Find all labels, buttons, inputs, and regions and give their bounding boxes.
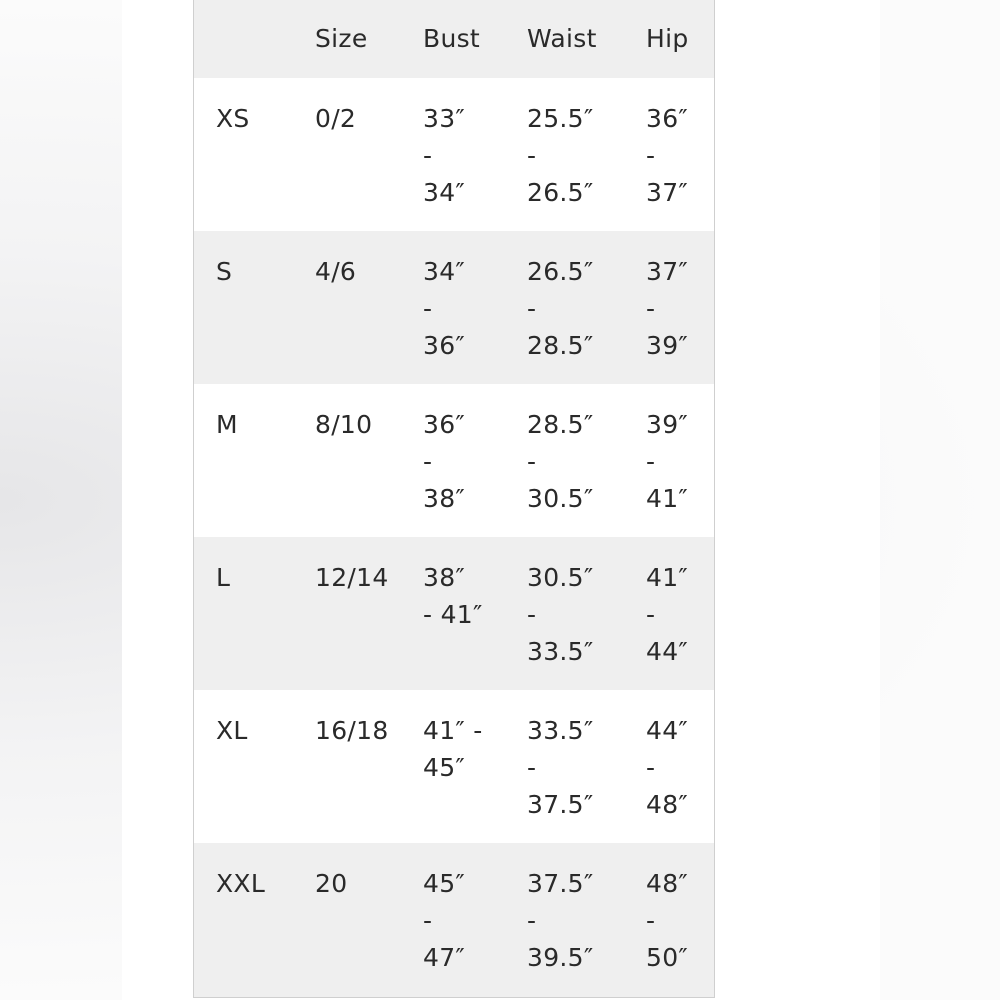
row-waist: 33.5″ - 37.5″ bbox=[527, 716, 594, 819]
row-bust: 41″ - 45″ bbox=[423, 716, 483, 782]
row-size: 0/2 bbox=[315, 104, 357, 133]
row-bust: 34″ - 36″ bbox=[423, 257, 466, 360]
row-label: XL bbox=[216, 716, 248, 745]
row-waist: 30.5″ - 33.5″ bbox=[527, 563, 594, 666]
table-row-m bbox=[194, 384, 714, 537]
row-label: XXL bbox=[216, 869, 266, 898]
row-label: M bbox=[216, 410, 238, 439]
size-chart-table bbox=[193, 0, 715, 998]
row-hip: 41″ - 44″ bbox=[646, 563, 689, 666]
header-cell-waist: Waist bbox=[527, 24, 597, 53]
row-hip: 44″ - 48″ bbox=[646, 716, 689, 819]
row-hip: 39″ - 41″ bbox=[646, 410, 689, 513]
row-bust: 45″ - 47″ bbox=[423, 869, 466, 972]
row-size: 16/18 bbox=[315, 716, 389, 745]
row-label: XS bbox=[216, 104, 250, 133]
row-waist: 26.5″ - 28.5″ bbox=[527, 257, 594, 360]
table-row-xs bbox=[194, 78, 714, 231]
row-label: L bbox=[216, 563, 231, 592]
row-bust: 33″ - 34″ bbox=[423, 104, 466, 207]
header-cell-hip: Hip bbox=[646, 24, 689, 53]
row-size: 12/14 bbox=[315, 563, 389, 592]
row-size: 20 bbox=[315, 869, 348, 898]
row-waist: 28.5″ - 30.5″ bbox=[527, 410, 594, 513]
header-cell-size: Size bbox=[315, 24, 368, 53]
row-size: 4/6 bbox=[315, 257, 357, 286]
row-size: 8/10 bbox=[315, 410, 373, 439]
table-row-xl bbox=[194, 690, 714, 843]
table-row-s bbox=[194, 231, 714, 384]
row-bust: 36″ - 38″ bbox=[423, 410, 466, 513]
row-hip: 48″ - 50″ bbox=[646, 869, 689, 972]
table-row-xxl bbox=[194, 843, 714, 997]
row-bust: 38″ - 41″ bbox=[423, 563, 483, 629]
row-hip: 36″ - 37″ bbox=[646, 104, 689, 207]
row-waist: 37.5″ - 39.5″ bbox=[527, 869, 594, 972]
table-header-row bbox=[194, 0, 714, 78]
table-row-l bbox=[194, 537, 714, 690]
row-waist: 25.5″ - 26.5″ bbox=[527, 104, 594, 207]
header-cell-bust: Bust bbox=[423, 24, 481, 53]
row-label: S bbox=[216, 257, 233, 286]
row-hip: 37″ - 39″ bbox=[646, 257, 689, 360]
